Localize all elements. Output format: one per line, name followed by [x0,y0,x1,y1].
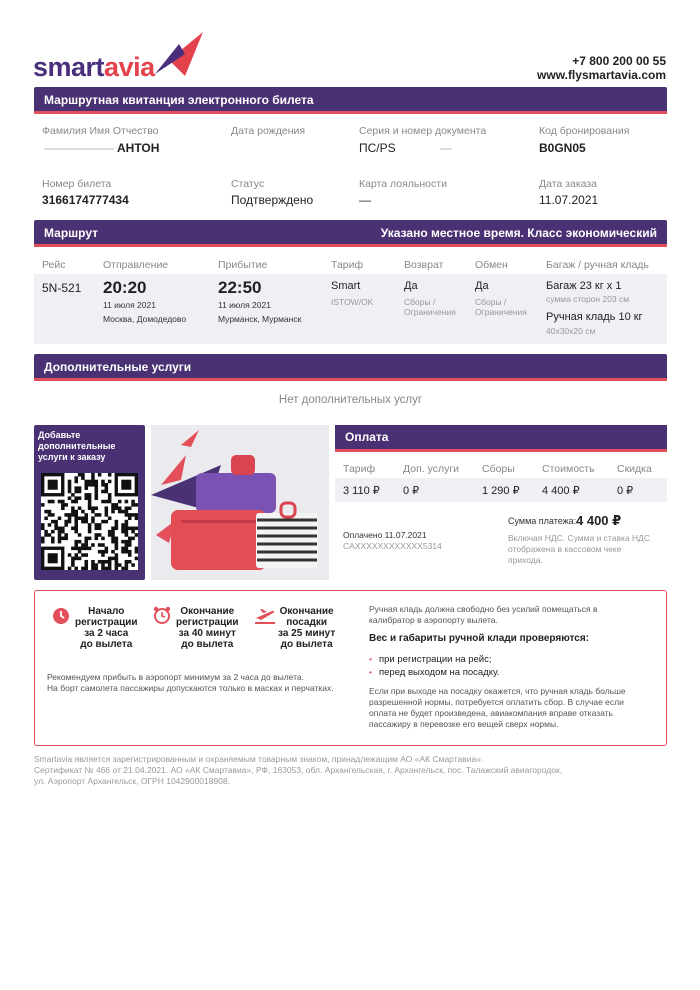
clock-icon [52,607,70,625]
redacted-surname [44,148,114,150]
receipt-title-bar [34,87,667,113]
step-checkin-end [176,606,239,650]
step-line: до вылета [80,639,133,650]
label-status: Статус [231,178,265,190]
divider [34,378,667,381]
vat-note-1: Включая НДС. Сумма и ставка НДС [508,533,651,543]
hand-luggage-value: Ручная кладь 10 кг [546,311,643,323]
promo-image [151,425,329,580]
check-title: Вес и габариты ручной клади проверяются: [369,633,590,644]
payment-row [335,478,667,502]
header-tariff: Тариф [331,259,364,271]
pay-header-tariff: Тариф [343,463,376,475]
bullet-icon: • [369,654,372,664]
contacts [537,54,666,82]
pay-header-discount: Скидка [617,463,652,475]
passenger-name: АНТОН [117,141,160,155]
label-loyalty: Карта лояльности [359,178,447,190]
check-item-2: перед выходом на посадку. [379,667,500,678]
step-checkin-start [75,606,138,650]
header-refund: Возврат [404,259,444,271]
rule-line-4: пассажиру в перевозке его вещей сверх нормы. [369,719,559,729]
divider [335,449,667,452]
step-line: Окончание [180,606,235,617]
divider [34,244,667,247]
label-booking: Код бронирования [539,125,630,137]
route-table-header [34,254,667,274]
vat-note-2: отображена в кассовом чеке [508,544,622,554]
departure-time: 20:20 [103,278,147,297]
info-box [34,590,667,746]
pay-discount: 0 ₽ [617,485,634,497]
loyalty-value: — [359,193,371,207]
website: www.flysmartavia.com [537,68,666,82]
table-row [34,274,667,344]
document-number: ПС/PS [359,141,396,155]
step-line: до вылета [280,639,333,650]
step-boarding-end [278,606,335,650]
alarm-clock-icon [152,605,172,625]
route-note: Указано местное время. Класс экономический [380,226,657,240]
rule-line-1: Если при выходе на посадку окажется, что ручная кладь больше [369,686,626,696]
label-name: Фамилия Имя Отчество [42,125,159,137]
pay-header-extra: Доп. услуги [403,463,460,475]
redacted-document [440,148,452,150]
divider [34,111,667,114]
pay-header-cost: Стоимость [542,463,595,475]
luggage-illustration [151,425,329,580]
departure-date: 11 июля 2021 [103,300,156,310]
logo-text-smart: smart [33,52,105,82]
arrival-place: Мурманск, Мурманск [218,314,302,324]
step-line: регистрации [176,617,239,628]
payment-title-bar [335,425,667,449]
promo-text: Добавьте дополнительные услуги к заказу [38,430,116,462]
exchange-value: Да [475,280,489,292]
ticket-number: 3166174777434 [42,193,129,207]
footer-line-1: Smartavia является зарегистрированным и охраняемым товарным знаком, принадлежащим АО «АК Смартавиа». [34,754,484,764]
refund-note-2: Ограничения [404,307,456,317]
pay-tariff: 3 110 ₽ [343,485,380,497]
refund-note-1: Сборы / [404,297,436,307]
status-value: Подтверждено [231,193,314,207]
route-title: Маршрут [44,226,99,240]
pay-fees: 1 290 ₽ [482,485,520,497]
advice-line-1: Рекомендуем прибыть в аэропорт минимум за 2 часа до вылета. [47,672,305,682]
phone: +7 800 200 00 55 [572,54,666,68]
label-birth: Дата рождения [231,125,306,137]
tariff-name: Smart [331,280,361,292]
baggage-value: Багаж 23 кг x 1 [546,280,622,292]
baggage-note: сумма сторон 203 см [546,294,630,304]
bullet-icon: • [369,667,372,677]
qr-code-graphic [41,473,138,570]
qr-code[interactable] [41,473,138,570]
tariff-code: ISTOW/OK [331,297,374,307]
exchange-note-2: Ограничения [475,307,527,317]
step-line: за 40 минут [178,628,236,639]
pay-header-fees: Сборы [482,463,515,475]
header-exchange: Обмен [475,259,508,271]
label-ticket: Номер билета [42,178,112,190]
hand-line-1: Ручная кладь должна свободно без усилий помещаться в [369,604,598,614]
smartavia-logo [33,30,203,82]
departure-place: Москва, Домодедово [103,314,187,324]
exchange-note-1: Сборы / [475,297,507,307]
label-order-date: Дата заказа [539,178,598,190]
paid-card: CAXXXXXXXXXXXX5314 [343,541,442,551]
step-line: до вылета [181,639,234,650]
booking-code: B0GN05 [539,141,586,155]
receipt-title: Маршрутная квитанция электронного билета [44,93,314,107]
logo-text-avia: avia [104,52,155,82]
refund-value: Да [404,280,418,292]
services-title-bar [34,354,667,380]
step-line: посадки [286,617,327,628]
advice-line-2: На борт самолета пассажиры допускаются только в масках и перчатках. [47,683,334,693]
label-document: Серия и номер документа [359,125,487,137]
arrival-date: 11 июля 2021 [218,300,271,310]
promo-qr-block[interactable] [34,425,145,580]
rule-line-3: оплата не будет произведена, авиакомпания вправе отказать [369,708,613,718]
total-amount: 4 400 ₽ [576,513,622,528]
footer-line-3: ул. Аэропорт Архангельск, ОГРН 1042900018908. [34,776,231,786]
vat-note-3: прихода. [508,555,543,565]
step-line: за 2 часа [84,628,129,639]
plane-takeoff-icon [254,607,276,625]
footer-line-2: Сертификат № 466 от 21.04.2021. АО «АК Смартавиа», РФ, 163053, обл. Архангельская, г. Архангельск, пос. Талажский авиагородок, [34,765,563,775]
paid-date: Оплачено 11.07.2021 [343,530,427,540]
arrival-time: 22:50 [218,278,262,297]
footer [34,754,634,787]
hand-line-2: калибратор в аэропорту вылета. [369,615,498,625]
pay-extra: 0 ₽ [403,485,420,497]
step-line: Окончание [279,606,334,617]
header-flight: Рейс [42,259,66,271]
step-line: регистрации [75,617,138,628]
header-arrival: Прибытие [218,259,268,271]
rule-line-2: разрешенной нормы, потребуется оплатить сбор. В случае если [369,697,624,707]
no-services-text: Нет дополнительных услуг [278,394,423,406]
logo-mark-icon [155,30,205,78]
route-title-bar [34,220,667,246]
pay-cost: 4 400 ₽ [542,485,580,497]
order-date: 11.07.2021 [539,193,599,207]
check-item-1: при регистрации на рейс; [379,654,492,665]
step-line: за 25 минут [278,628,336,639]
payment-title: Оплата [345,430,389,444]
step-line: Начало [88,606,125,617]
hand-luggage-note: 40x30x20 см [546,326,596,336]
header-baggage: Багаж / ручная кладь [546,259,649,271]
header-departure: Отправление [103,259,169,271]
flight-number: 5N-521 [42,281,82,295]
total-label: Сумма платежа: [508,516,577,526]
services-title: Дополнительные услуги [44,360,192,374]
